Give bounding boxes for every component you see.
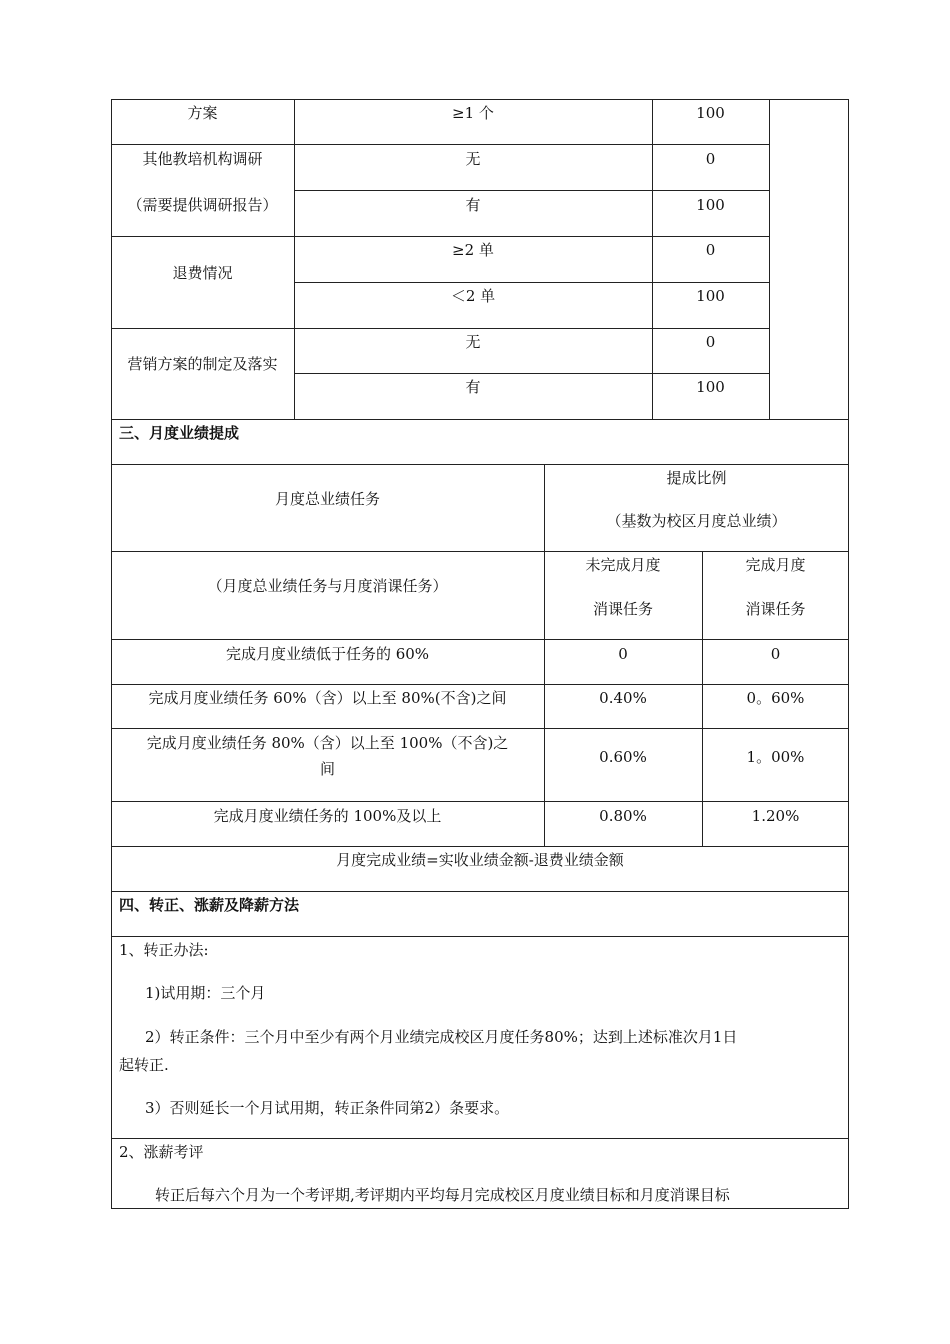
score-cell: 0: [705, 333, 716, 351]
sub-task: （月度总业绩任务与月度消课任务）: [207, 577, 448, 595]
rate-row-label: 完成月度业绩任务的 100%及以上: [213, 807, 442, 825]
rate-incomplete: 0: [618, 645, 628, 663]
col-incomplete: 消课任务: [592, 600, 653, 618]
rule: [111, 551, 849, 552]
paragraph-line: 1)试用期：三个月: [145, 984, 266, 1002]
score-cell: 0: [705, 241, 716, 259]
document-page: [111, 99, 849, 1209]
rule: [111, 684, 849, 685]
paragraph-line: 3）否则延长一个月试用期，转正条件同第2）条要求。: [145, 1099, 510, 1117]
rule: [294, 190, 769, 191]
rule: [111, 891, 849, 892]
rate-row-label: 完成月度业绩低于任务的 60%: [225, 645, 430, 663]
score-cell: 0: [705, 150, 716, 168]
score-cell: 100: [696, 104, 725, 122]
formula: 月度完成业绩=实收业绩金额-退费业绩金额: [336, 851, 624, 869]
paragraph-line: 2）转正条件：三个月中至少有两个月业绩完成校区月度任务80%；达到上述标准次月1日: [145, 1028, 738, 1046]
condition-cell: ＜2 单: [450, 287, 496, 305]
col-incomplete: 未完成月度: [585, 556, 661, 574]
header-task: 月度总业绩任务: [274, 490, 380, 508]
paragraph-title: 2、涨薪考评: [119, 1143, 204, 1161]
rate-complete: 1.20%: [751, 807, 800, 825]
rule: [111, 1208, 849, 1209]
rate-incomplete: 0.60%: [599, 748, 647, 766]
score-cell: 100: [696, 378, 725, 396]
rule: [111, 801, 849, 802]
rate-row-label: 完成月度业绩任务 60%（含）以上至 80%(不含)之间: [148, 689, 507, 707]
header-ratio: 提成比例: [666, 469, 727, 487]
rule: [111, 328, 769, 329]
rule: [294, 282, 769, 283]
item-cell: 营销方案的制定及落实: [127, 355, 278, 373]
rate-complete: 0。60%: [746, 689, 805, 707]
rule: [111, 846, 849, 847]
item-cell: 其他教培机构调研: [142, 150, 263, 168]
rule: [111, 419, 849, 420]
item-cell-note: （需要提供调研报告）: [127, 196, 278, 214]
rule: [111, 464, 849, 465]
section-heading: 三、月度业绩提成: [119, 424, 240, 442]
condition-cell: ≥1 个: [452, 104, 494, 122]
condition-cell: 无: [465, 150, 481, 168]
paragraph-line: 起转正.: [119, 1056, 169, 1074]
condition-cell: 有: [465, 378, 481, 396]
rule: [294, 373, 769, 374]
col-complete: 完成月度: [745, 556, 806, 574]
rule: [769, 99, 770, 419]
item-cell: 退费情况: [172, 264, 233, 282]
condition-cell: 有: [465, 196, 481, 214]
col-complete: 消课任务: [745, 600, 806, 618]
section-heading: 四、转正、涨薪及降薪方法: [119, 896, 300, 914]
rule: [111, 936, 849, 937]
paragraph-line: 转正后每六个月为一个考评期,考评期内平均每月完成校区月度业绩目标和月度消课目标: [155, 1186, 730, 1204]
rule: [111, 1138, 849, 1139]
header-ratio-note: （基数为校区月度总业绩）: [606, 512, 787, 530]
rate-complete: 1。00%: [746, 748, 805, 766]
rate-incomplete: 0.40%: [599, 689, 647, 707]
rule: [111, 144, 769, 145]
condition-cell: 无: [465, 333, 481, 351]
rate-row-label: 完成月度业绩任务 80%（含）以上至 100%（不含)之: [146, 734, 509, 752]
rule: [111, 99, 849, 100]
rate-row-label: 间: [319, 760, 335, 778]
rate-complete: 0: [770, 645, 781, 663]
paragraph-title: 1、转正办法:: [119, 941, 209, 959]
score-cell: 100: [696, 287, 725, 305]
rate-incomplete: 0.80%: [599, 807, 647, 825]
item-cell: 方案: [187, 104, 218, 122]
rule: [111, 236, 769, 237]
score-cell: 100: [696, 196, 725, 214]
rule: [111, 639, 849, 640]
rule: [111, 728, 849, 729]
condition-cell: ≥2 单: [452, 241, 494, 259]
